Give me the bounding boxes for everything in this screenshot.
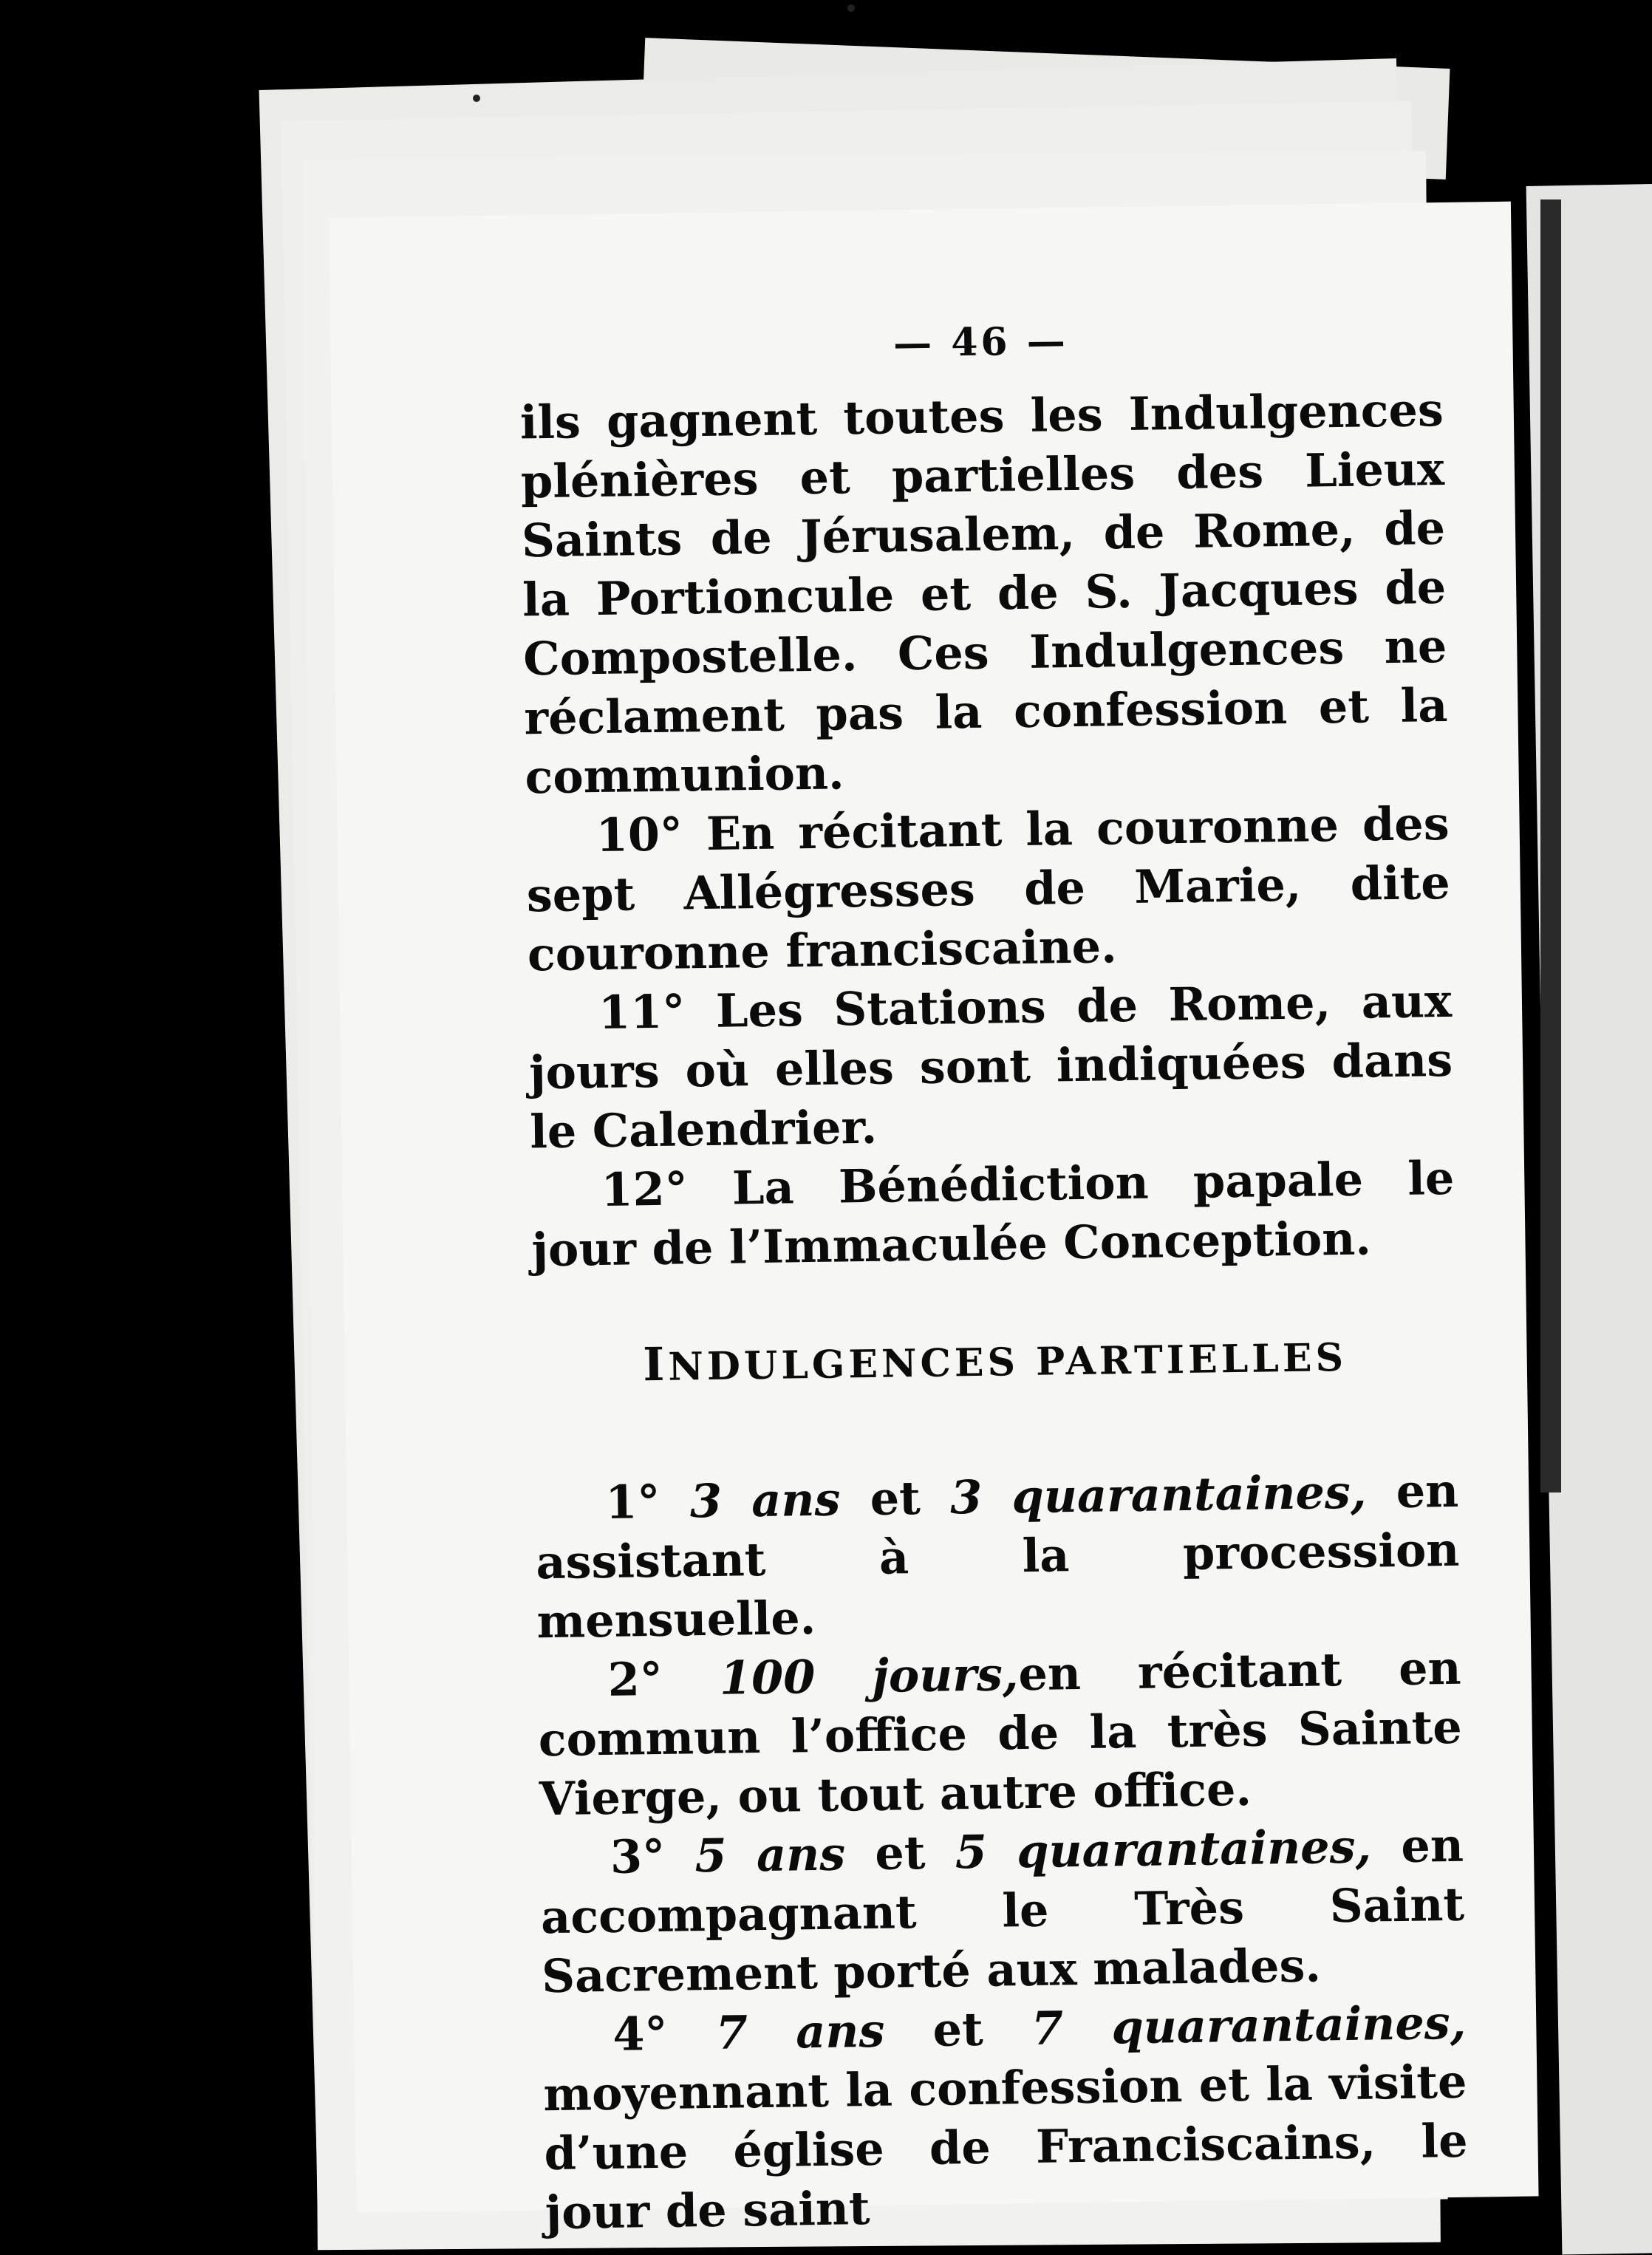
list-item [542,1993,1469,2242]
paragraph: ils gagnent toutes les Indulgences plénières et partielles des Lieux Saints de Jérusalem, de Rome, de la Portioncule et de S. Jacques de Compostelle. Ces Indulgences ne réclament pas la confession et la communion. [519,382,1448,805]
item-connector: et [884,2001,1032,2058]
heading-text: NDULGENCES PARTIELLES [667,1334,1348,1390]
binding-shadow [1540,199,1561,1492]
item-number: 4° [612,2006,669,2061]
item-text: en assistant à la procession mensuelle. [535,1463,1460,1649]
item-duration: 100 jours, [719,1647,1019,1705]
item-quarantaines: 5 quarantaines, [955,1819,1372,1880]
paragraph: 10° En récitant la couronne des sept Allégresses de Marie, dite couronne franciscaine. [526,796,1451,982]
book-page [329,202,1539,2240]
item-connector: et [844,1825,956,1881]
item-duration: 5 ans [694,1826,846,1883]
item-quarantaines: 7 quarantaines, [1031,1995,1467,2056]
item-text: en récitant en commun l’office de la très Sainte Vierge, ou tout autre office. [538,1640,1463,1826]
speck [473,95,480,102]
list-item [539,1816,1465,2006]
heading-initial: I [642,1337,669,1392]
item-number: 3° [610,1829,666,1884]
section-heading [533,1326,1457,1393]
item-connector: et [839,1470,951,1526]
item-text: moyennant la confession et la visite d’une église de Franciscains, le jour de saint [542,2054,1468,2240]
item-number: 1° [604,1474,661,1529]
paragraph: 12° La Bénédiction papale le jour de l’Immaculée Conception. [531,1150,1455,1277]
speck [847,4,855,12]
item-text: en accompagnant le Très Saint Sacrement porté aux malades. [540,1818,1465,2004]
item-duration: 3 ans [689,1472,841,1529]
item-number: 2° [607,1651,663,1707]
page-number: — 46 — [892,318,1069,366]
item-quarantaines: 3 quarantaines, [949,1464,1367,1525]
page-content [519,313,1469,2242]
item-duration: 7 ans [715,2003,885,2060]
list-item [535,1461,1461,1651]
list-item [537,1639,1463,1829]
paragraph: 11° Les Stations de Rome, aux jours où elles sont indiquées dans le Calendrier. [528,973,1453,1159]
